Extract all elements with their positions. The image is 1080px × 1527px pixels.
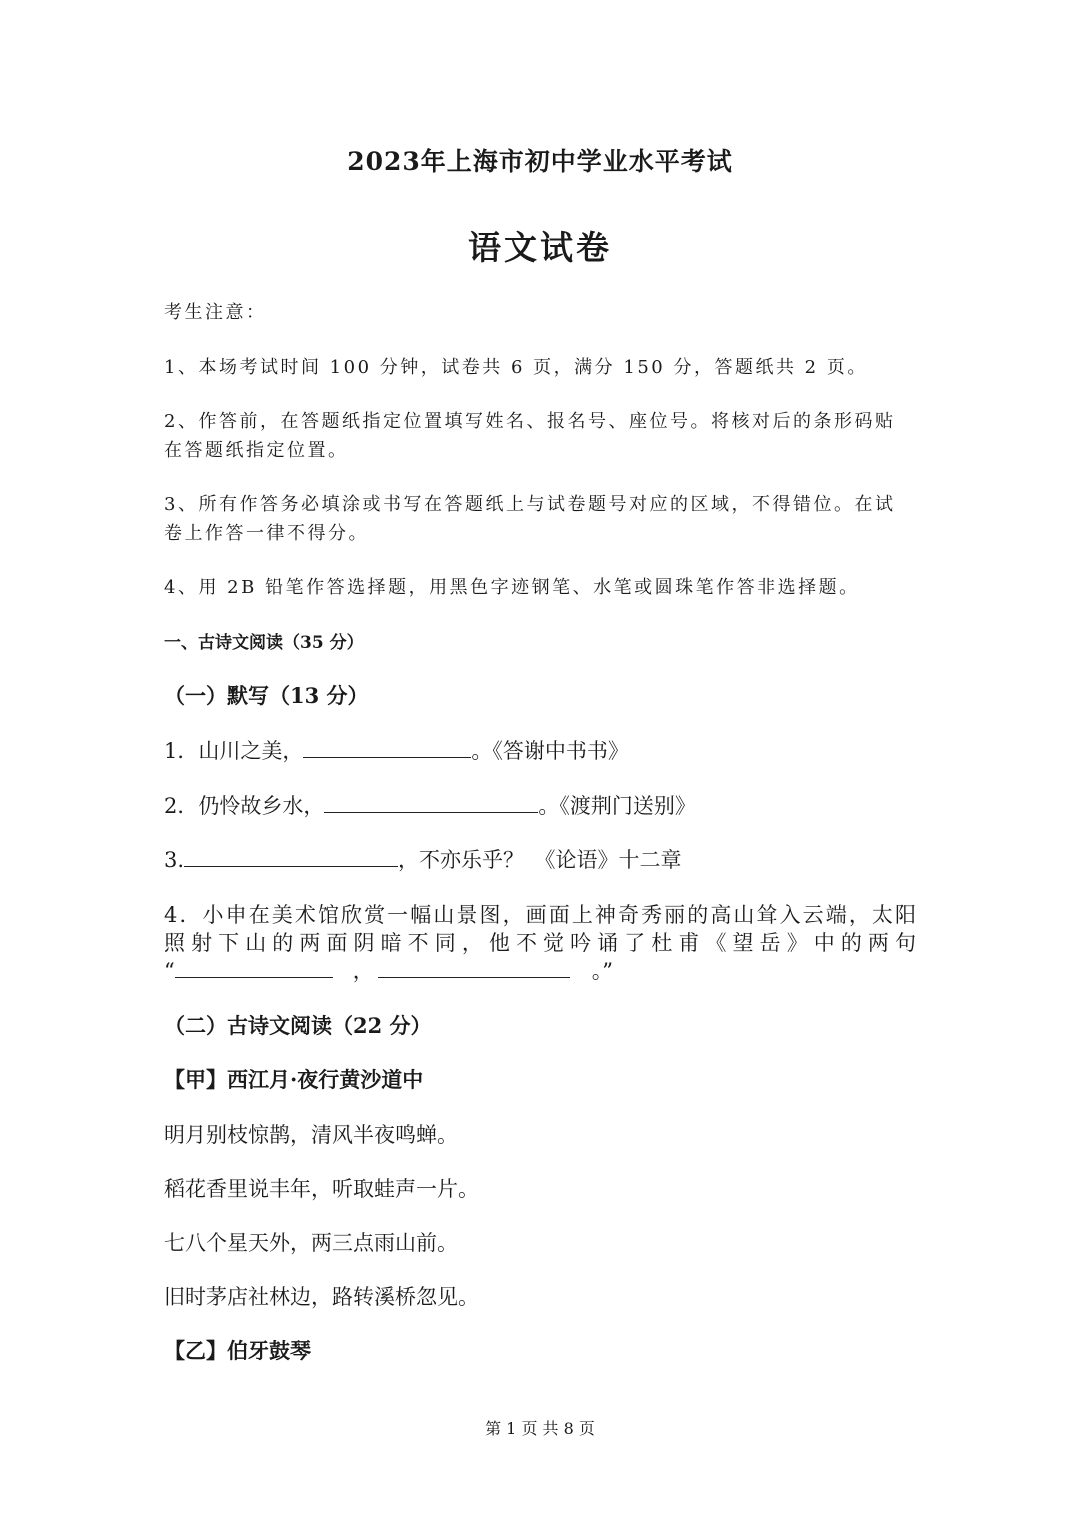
question-4-close: 。”: [591, 959, 613, 983]
question-1-prompt: 1．山川之美，: [164, 739, 304, 763]
question-3-source: ，不亦乐乎？ 《论语》十二章: [398, 848, 682, 872]
answer-blank-3[interactable]: [184, 844, 398, 867]
part1-heading: （一）默写（13 分）: [164, 683, 369, 708]
question-3-number: 3.: [164, 848, 185, 872]
notice-item-3-line-2: 卷上作答一律不得分。: [164, 523, 369, 544]
paper-title: 语文试卷: [468, 228, 612, 267]
notice-item-2-line-2: 在答题纸指定位置。: [164, 440, 349, 461]
notice-heading: 考生注意：: [164, 302, 267, 323]
section-heading: 一、古诗文阅读（35 分）: [164, 633, 364, 653]
question-4-line-2: 照射下山的两面阴暗不同，他不觉吟诵了杜甫《望岳》中的两句: [164, 931, 916, 955]
poem-a-line-4: 旧时茅店社林边，路转溪桥忽见。: [164, 1285, 479, 1309]
poem-b-title: 【乙】伯牙鼓琴: [164, 1338, 311, 1363]
question-2-source: 。《渡荆门送别》: [538, 794, 696, 818]
answer-blank-4a[interactable]: [175, 955, 333, 978]
poem-a-line-2: 稻花香里说丰年，听取蛙声一片。: [164, 1177, 479, 1201]
question-4-open-quote: “: [164, 959, 175, 983]
part2-heading: （二）古诗文阅读（22 分）: [164, 1013, 432, 1038]
notice-item-2-line-1: 2、作答前，在答题纸指定位置填写姓名、报名号、座位号。将核对后的条形码贴: [164, 411, 896, 432]
notice-item-4: 4、用 2B 铅笔作答选择题，用黑色字迹钢笔、水笔或圆珠笔作答非选择题。: [164, 577, 860, 598]
answer-blank-4b[interactable]: [378, 955, 570, 978]
question-1-source: 。《答谢中书书》: [471, 739, 629, 763]
exam-title: 2023年上海市初中学业水平考试: [347, 147, 733, 176]
page-footer: 第 1 页 共 8 页: [485, 1419, 595, 1438]
answer-blank-1[interactable]: [303, 735, 471, 758]
question-4-line-3: [164, 955, 613, 985]
poem-a-line-3: 七八个星天外，两三点雨山前。: [164, 1231, 458, 1255]
question-4-line-1: 4．小申在美术馆欣赏一幅山景图，画面上神奇秀丽的高山耸入云端，太阳: [164, 903, 916, 927]
answer-blank-2[interactable]: [324, 790, 538, 813]
question-3: [164, 844, 682, 874]
question-4-comma: ，: [352, 959, 374, 983]
question-2: [164, 790, 696, 820]
notice-item-1: 1、本场考试时间 100 分钟，试卷共 6 页，满分 150 分，答题纸共 2 页。: [164, 357, 868, 378]
poem-a-title: 【甲】西江月·夜行黄沙道中: [164, 1067, 424, 1092]
question-1: [164, 735, 629, 765]
poem-a-line-1: 明月别枝惊鹊，清风半夜鸣蝉。: [164, 1123, 458, 1147]
notice-item-3-line-1: 3、所有作答务必填涂或书写在答题纸上与试卷题号对应的区域，不得错位。在试: [164, 494, 896, 515]
question-2-prompt: 2．仍怜故乡水，: [164, 794, 325, 818]
